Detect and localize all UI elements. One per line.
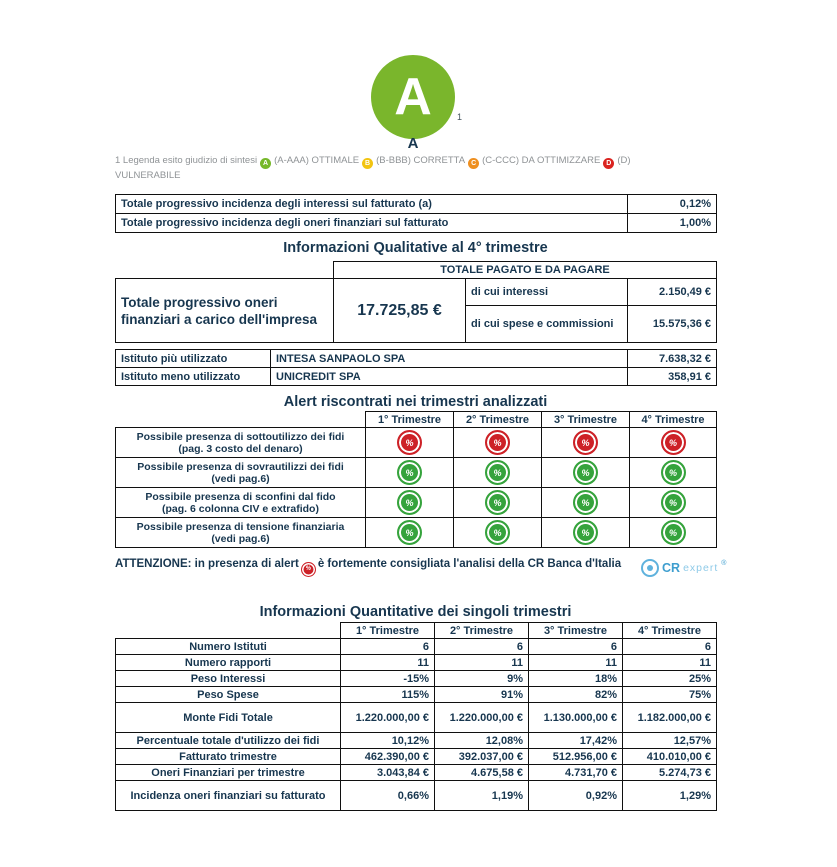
legend-prefix: 1 Legenda esito giudizio di sintesi xyxy=(115,155,258,166)
row-label: Numero Istituti xyxy=(116,639,341,655)
column-header: 2° Trimestre xyxy=(454,412,542,428)
crexpert-wordmark-cr: CR xyxy=(662,561,681,575)
percent-alert-icon xyxy=(661,460,686,485)
percent-alert-icon xyxy=(661,430,686,455)
cell-value: 115% xyxy=(341,687,435,703)
cell-value: 12,08% xyxy=(435,733,529,749)
alerts-heading: Alert riscontrati nei trimestri analizzati xyxy=(283,394,548,410)
cell-value: 6 xyxy=(435,639,529,655)
alert-label: Possibile presenza di tensione finanziaria xyxy=(136,520,345,533)
alert-cell xyxy=(366,518,454,548)
quantitative-heading: Informazioni Quantitative dei singoli trimestri xyxy=(259,604,572,620)
cell-value: 12,57% xyxy=(623,733,717,749)
grade-d-badge-icon: D xyxy=(603,158,614,169)
attention-text-after: è fortemente consigliata l'analisi della CR Banca d'Italia xyxy=(317,558,622,570)
row-label: Istituto meno utilizzato xyxy=(116,368,271,386)
column-header: 1° Trimestre xyxy=(366,412,454,428)
alert-cell xyxy=(542,518,630,548)
qualitative-row-label: Totale progressivo oneri finanziari a carico dell'impresa xyxy=(116,279,334,343)
grade-c-badge-icon: C xyxy=(468,158,479,169)
cell-value: 11 xyxy=(341,655,435,671)
cell-value: 5.274,73 € xyxy=(623,765,717,781)
spacer-cell xyxy=(116,623,341,639)
alert-cell xyxy=(630,458,717,488)
quantitative-table xyxy=(115,622,717,811)
cell-value: 82% xyxy=(529,687,623,703)
cell-value: 1,29% xyxy=(623,781,717,811)
cell-value: 0,92% xyxy=(529,781,623,811)
alert-row-label xyxy=(116,458,366,488)
percent-alert-icon xyxy=(573,430,598,455)
cell-value: 410.010,00 € xyxy=(623,749,717,765)
totals-table xyxy=(115,194,717,233)
crexpert-logo xyxy=(641,559,726,577)
alert-row-label xyxy=(116,518,366,548)
column-header: 3° Trimestre xyxy=(529,623,623,639)
cell-value: -15% xyxy=(341,671,435,687)
cell-value: 4.731,70 € xyxy=(529,765,623,781)
cell-value: 1.130.000,00 € xyxy=(529,703,623,733)
percent-alert-icon xyxy=(397,460,422,485)
crexpert-wordmark-expert: expert xyxy=(683,562,719,574)
alert-note: (vedi pag.6) xyxy=(211,532,270,545)
cell-value: 6 xyxy=(341,639,435,655)
rating-label: A xyxy=(407,135,419,152)
cell-value: 462.390,00 € xyxy=(341,749,435,765)
percent-alert-icon xyxy=(573,520,598,545)
alert-cell xyxy=(366,458,454,488)
column-header: 4° Trimestre xyxy=(630,412,717,428)
qualitative-table xyxy=(115,261,717,343)
alert-cell xyxy=(630,488,717,518)
column-header: 2° Trimestre xyxy=(435,623,529,639)
cell-value: 4.675,58 € xyxy=(435,765,529,781)
registered-mark: ® xyxy=(721,559,727,567)
cell-value: 18% xyxy=(529,671,623,687)
legend-item-c: (C-CCC) DA OTTIMIZZARE xyxy=(482,155,601,166)
percent-alert-icon xyxy=(661,520,686,545)
alert-cell xyxy=(542,488,630,518)
alert-row-label xyxy=(116,488,366,518)
spacer-cell xyxy=(116,412,366,428)
percent-alert-icon xyxy=(485,520,510,545)
cell-value: 6 xyxy=(529,639,623,655)
rating-legend xyxy=(115,154,680,182)
percent-alert-icon xyxy=(397,430,422,455)
cell-value: 1.182.000,00 € xyxy=(623,703,717,733)
alert-label: Possibile presenza di sovrautilizzi dei fidi xyxy=(137,460,344,473)
column-header: 4° Trimestre xyxy=(623,623,717,639)
cell-value: 512.956,00 € xyxy=(529,749,623,765)
attention-text-before: ATTENZIONE: in presenza di alert xyxy=(115,558,299,570)
cell-value: 91% xyxy=(435,687,529,703)
cell-value: 0,66% xyxy=(341,781,435,811)
alert-cell xyxy=(630,428,717,458)
percent-alert-icon xyxy=(573,460,598,485)
alert-cell xyxy=(366,428,454,458)
alert-cell xyxy=(454,458,542,488)
row-label: Peso Spese xyxy=(116,687,341,703)
rating-footnote-ref: 1 xyxy=(457,112,463,122)
cell-value: 1.220.000,00 € xyxy=(341,703,435,733)
alert-cell xyxy=(454,488,542,518)
cell-value: 11 xyxy=(623,655,717,671)
spacer-cell xyxy=(116,262,334,279)
alert-row-label xyxy=(116,428,366,458)
cell-value: 11 xyxy=(529,655,623,671)
percent-alert-icon xyxy=(573,490,598,515)
row-label: Totale progressivo incidenza degli oneri finanziari sul fatturato xyxy=(116,214,628,233)
alert-label: Possibile presenza di sconfini dal fido xyxy=(145,490,336,503)
row-label: Monte Fidi Totale xyxy=(116,703,341,733)
cell-value: 1,19% xyxy=(435,781,529,811)
row-label: Fatturato trimestre xyxy=(116,749,341,765)
alert-cell xyxy=(454,518,542,548)
alert-note: (pag. 3 costo del denaro) xyxy=(178,442,303,455)
breakdown-value: 15.575,36 € xyxy=(628,306,717,343)
qualitative-heading: Informazioni Qualitative al 4° trimestre xyxy=(283,240,548,256)
row-label: Percentuale totale d'utilizzo dei fidi xyxy=(116,733,341,749)
rating-circle xyxy=(371,55,455,139)
attention-note xyxy=(115,556,643,577)
row-label: Incidenza oneri finanziari su fatturato xyxy=(116,781,341,811)
grade-b-badge-icon: B xyxy=(362,158,373,169)
cell-value: 17,42% xyxy=(529,733,623,749)
legend-item-d: (D) VULNERABILE xyxy=(115,155,631,181)
rating-grade: A xyxy=(394,68,432,126)
percent-alert-icon xyxy=(485,490,510,515)
cell-value: 9% xyxy=(435,671,529,687)
cell-value: 25% xyxy=(623,671,717,687)
percent-alert-icon xyxy=(301,562,316,577)
percent-alert-icon xyxy=(485,430,510,455)
legend-item-a: (A-AAA) OTTIMALE xyxy=(274,155,360,166)
alert-note: (pag. 6 colonna CIV e extrafido) xyxy=(162,502,319,515)
percent-alert-icon xyxy=(397,490,422,515)
row-label: Istituto più utilizzato xyxy=(116,350,271,368)
alert-label: Possibile presenza di sottoutilizzo dei fidi xyxy=(136,430,345,443)
institutes-table xyxy=(115,349,717,386)
cell-value: 75% xyxy=(623,687,717,703)
percent-alert-icon xyxy=(397,520,422,545)
alert-cell xyxy=(542,428,630,458)
alert-cell xyxy=(542,458,630,488)
alert-cell xyxy=(366,488,454,518)
crexpert-icon xyxy=(641,559,659,577)
qualitative-col-header: TOTALE PAGATO E DA PAGARE xyxy=(334,262,717,279)
alert-note: (vedi pag.6) xyxy=(211,472,270,485)
cell-value: 358,91 € xyxy=(628,368,717,386)
cell-value: 10,12% xyxy=(341,733,435,749)
row-label: Totale progressivo incidenza degli interessi sul fatturato (a) xyxy=(116,195,628,214)
percent-alert-icon xyxy=(485,460,510,485)
alert-cell xyxy=(454,428,542,458)
legend-item-b: (B-BBB) CORRETTA xyxy=(376,155,466,166)
row-label: Peso Interessi xyxy=(116,671,341,687)
row-label: Oneri Finanziari per trimestre xyxy=(116,765,341,781)
cell-value: 392.037,00 € xyxy=(435,749,529,765)
column-header: 1° Trimestre xyxy=(341,623,435,639)
column-header: 3° Trimestre xyxy=(542,412,630,428)
breakdown-label: di cui interessi xyxy=(466,279,628,306)
cell-value: 6 xyxy=(623,639,717,655)
cell-value: 1.220.000,00 € xyxy=(435,703,529,733)
cell-value: 3.043,84 € xyxy=(341,765,435,781)
institute-name: UNICREDIT SPA xyxy=(271,368,628,386)
cell-value: 7.638,32 € xyxy=(628,350,717,368)
cell-value: 11 xyxy=(435,655,529,671)
alert-cell xyxy=(630,518,717,548)
row-label: Numero rapporti xyxy=(116,655,341,671)
alerts-table xyxy=(115,411,717,548)
breakdown-label: di cui spese e commissioni xyxy=(466,306,628,343)
cell-value: 1,00% xyxy=(628,214,717,233)
qualitative-total-value: 17.725,85 € xyxy=(334,279,466,343)
institute-name: INTESA SANPAOLO SPA xyxy=(271,350,628,368)
cell-value: 0,12% xyxy=(628,195,717,214)
grade-a-badge-icon: A xyxy=(260,158,271,169)
breakdown-value: 2.150,49 € xyxy=(628,279,717,306)
percent-alert-icon xyxy=(661,490,686,515)
